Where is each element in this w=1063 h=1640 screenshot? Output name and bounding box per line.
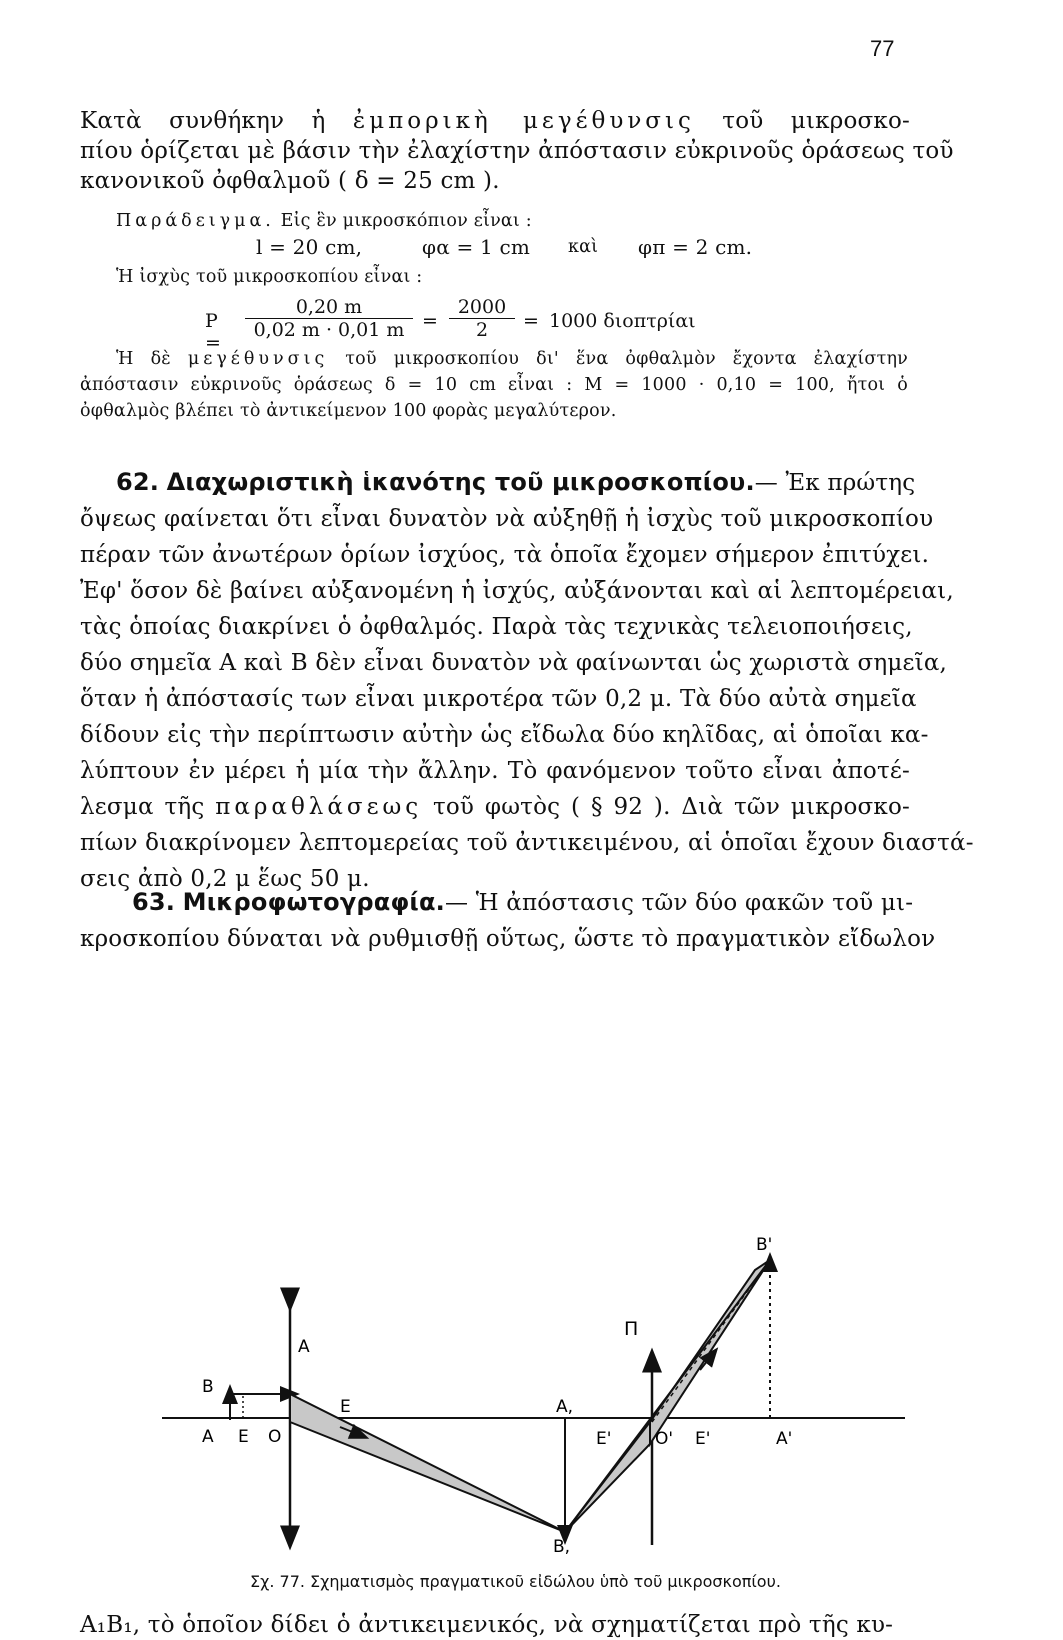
emphasis-term: παραθλάσεως [215, 794, 423, 820]
formula-lhs: P = [205, 310, 221, 354]
example-heading [116, 208, 816, 234]
label-E-prime: E' [596, 1429, 612, 1449]
label-lens-A: A [298, 1337, 310, 1357]
text-span: τοῦ μικροσκο- [694, 108, 910, 134]
text-line [80, 106, 910, 136]
label-E-mid: E [340, 1397, 351, 1417]
fraction-2-denominator: 2 [475, 319, 489, 341]
label-Pi: Π [624, 1318, 639, 1340]
text-line: ὅταν ἡ ἀπόστασίς των εἶναι μικροτέρα τῶν 0,2 μ. Τὰ δύο αὐτὰ σημεῖα [80, 686, 917, 712]
text-line: Ἐφ' ὅσον δὲ βαίνει αὐξανομένη ἡ ἰσχύς, αὐξάνονται καὶ αἱ λεπτομέρειαι, [80, 578, 954, 604]
text-span: τὸ ὁποῖον δίδει ὁ ἀντικειμενικός, νὰ σχηματίζεται πρὸ τῆς κυ- [147, 1612, 894, 1638]
label-A: A [202, 1427, 214, 1447]
text-line: ὀφθαλμὸς βλέπει τὸ ἀντικείμενον 100 φορὰς μεγαλύτερον. [80, 401, 617, 421]
fraction-2 [449, 296, 515, 341]
power-intro: Ἡ ἰσχὺς τοῦ μικροσκοπίου εἶναι : [116, 267, 423, 287]
eyepiece-beam-upper [650, 1260, 770, 1444]
fraction-1 [245, 296, 413, 341]
magnification-paragraph [80, 346, 908, 424]
text-line [80, 346, 908, 372]
example-label: Παράδειγμα. [116, 211, 275, 231]
formula-result: 1000 διοπτρίαι [549, 310, 696, 332]
paragraph-commercial-magnification [80, 106, 954, 196]
image-symbol: A₁B₁, [80, 1612, 141, 1638]
text-line: πίων διακρίνομεν λεπτομερείας τοῦ ἀντικειμένου, αἱ ὁποῖαι ἔχουν διαστά- [80, 830, 974, 856]
equals-sign: = [523, 310, 539, 332]
text-span: τοῦ μικροσκοπίου δι' ἕνα ὀφθαλμὸν ἔχοντα ἐλαχίστην [328, 349, 908, 369]
text-line: λύπτουν ἐν μέρει ἡ μία τὴν ἄλλην. Τὸ φανόμενον τοῦτο εἶναι ἀποτέ- [80, 758, 910, 784]
value-focal-objective: φα = 1 cm [422, 235, 531, 259]
text-span: Κατὰ συνθήκην ἡ [80, 108, 353, 134]
value-focal-eyepiece: φπ = 2 cm. [638, 235, 753, 259]
example-values [116, 234, 816, 264]
text-line [80, 789, 910, 825]
text-line: πίου ὁρίζεται μὲ βάσιν τὴν ἐλαχίστην ἀπόστασιν εὐκρινοῦς ὁράσεως τοῦ [80, 138, 954, 164]
label-B1: B, [553, 1537, 571, 1557]
continuation-line [80, 1610, 910, 1640]
emphasis-term: ἐμπορικὴ μεγέθυνσις [352, 108, 695, 134]
microscope-diagram [0, 960, 1063, 1560]
text-line: δύο σημεῖα Α καὶ Β δὲν εἶναι δυνατὸν νὰ φαίνωνται ὡς χωριστὰ σημεῖα, [80, 650, 948, 676]
text-line [80, 1610, 910, 1640]
figure-caption: Σχ. 77. Σχηματισμὸς πραγματικοῦ εἰδώλου ὑπὸ τοῦ μικροσκοπίου. [250, 1572, 781, 1591]
section-62 [80, 464, 974, 897]
equals-sign: = [422, 310, 438, 332]
ray-to-image [565, 1260, 770, 1532]
fraction-1-denominator: 0,02 m · 0,01 m [253, 319, 405, 341]
section-title: Διαχωριστικὴ ἱκανότης τοῦ μικροσκοπίου. [166, 468, 755, 496]
label-B: B [202, 1377, 214, 1397]
text-line: ὄψεως φαίνεται ὅτι εἶναι δυνατὸν νὰ αὐξηθῇ ἡ ἰσχὺς τοῦ μικροσκοπίου [80, 506, 934, 532]
value-length: l = 20 cm, [256, 235, 363, 259]
label-E-prime-2: E' [695, 1429, 711, 1449]
section-number: 63. [132, 888, 176, 916]
text-span: — Ἡ ἀπόστασις τῶν δύο φακῶν τοῦ μι- [444, 890, 914, 916]
text-span: Εἰς ἓν μικροσκόπιον εἶναι : [274, 211, 532, 231]
text-line: ἀπόστασιν εὐκρινοῦς ὁράσεως δ = 10 cm εἶναι : M = 1000 · 0,10 = 100, ἤτοι ὁ [80, 375, 908, 395]
fraction-2-numerator: 2000 [449, 296, 515, 319]
label-A1: A, [556, 1397, 574, 1417]
text-line: κανονικοῦ ὀφθαλμοῦ ( δ = 25 cm ). [80, 168, 500, 194]
label-B-prime: B' [756, 1235, 773, 1255]
label-O-prime: O' [655, 1429, 674, 1449]
section-title: Μικροφωτογραφία. [182, 888, 445, 916]
text-span: — Ἐκ πρώτης [754, 470, 916, 496]
text-line: κροσκοπίου δύναται νὰ ρυθμισθῇ οὕτως, ὥστε τὸ πραγματικὸν εἴδωλον [80, 926, 936, 952]
objective-beam [290, 1394, 565, 1532]
text-span: Ἡ δὲ [116, 349, 188, 369]
label-E: E [238, 1427, 249, 1447]
section-63-heading-line [80, 884, 914, 921]
text-line: δίδουν εἰς τὴν περίπτωσιν αὐτὴν ὡς εἴδωλα δύο κηλῖδας, αἱ ὁποῖαι κα- [80, 722, 929, 748]
example-block [116, 208, 816, 290]
text-span: τοῦ φωτὸς ( § 92 ). Διὰ τῶν μικροσκο- [422, 794, 911, 820]
text-span: καὶ [568, 237, 599, 257]
text-span: λεσμα τῆς [80, 794, 216, 820]
section-62-heading-line [80, 464, 916, 501]
section-number: 62. [116, 468, 160, 496]
text-line: πέραν τῶν ἀνωτέρων ὁρίων ἰσχύος, τὰ ὁποῖα ἔχομεν σήμερον ἐπιτύχει. [80, 542, 930, 568]
page-number: 77 [870, 36, 895, 61]
text-line: τὰς ὁποίας διακρίνει ὁ ὀφθαλμός. Παρὰ τὰς τεχνικὰς τελειοποιήσεις, [80, 614, 913, 640]
section-63 [80, 884, 936, 957]
text-line: σεις ἀπὸ 0,2 μ ἕως 50 μ. [80, 866, 370, 892]
label-O: O [268, 1427, 282, 1447]
emphasis-term: μεγέθυνσις [187, 349, 329, 369]
label-A-prime: A' [776, 1429, 793, 1449]
fraction-1-numerator: 0,20 m [245, 296, 413, 319]
